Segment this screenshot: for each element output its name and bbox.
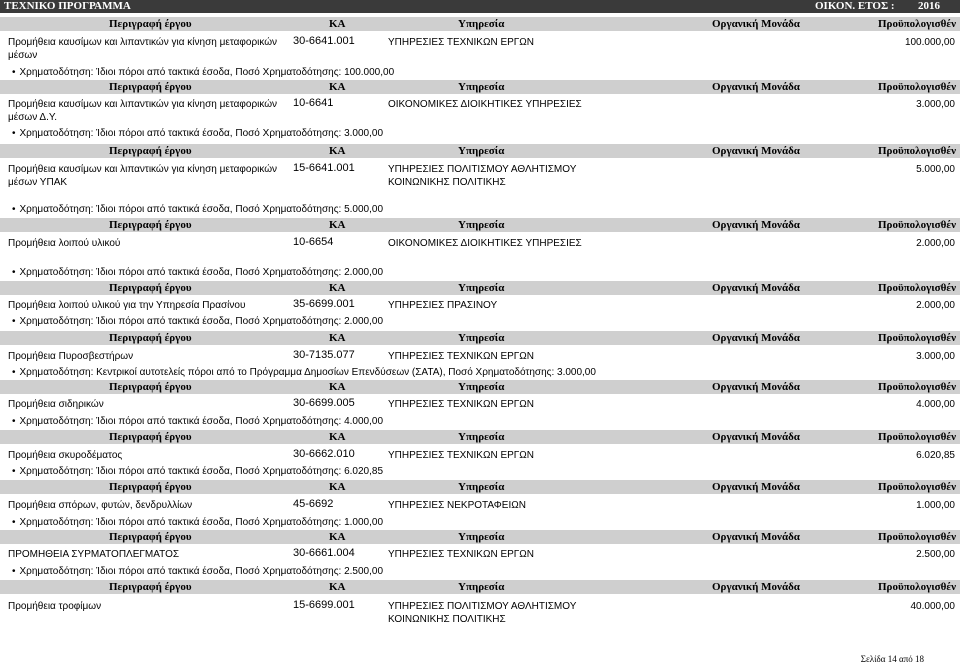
column-header-row xyxy=(0,17,960,31)
project-funding: • Χρηματοδότηση: Κεντρικοί αυτοτελείς πόροι από το Πρόγραμμα Δημοσίων Επενδύσεων (ΣΑΤΑ), Ποσό Χρηματοδότησης: 3.000,00 xyxy=(12,366,596,379)
header-service: Υπηρεσία xyxy=(458,219,505,231)
header-budget: Προϋπολογισθέν xyxy=(878,481,956,493)
header-budget: Προϋπολογισθέν xyxy=(878,332,956,344)
header-ka: ΚΑ xyxy=(329,18,346,30)
project-description: Προμήθεια Πυροσβεστήρων xyxy=(8,351,134,362)
column-header-row xyxy=(0,331,960,345)
header-budget: Προϋπολογισθέν xyxy=(878,381,956,393)
header-ka: ΚΑ xyxy=(329,219,346,231)
project-description: Προμήθεια σιδηρικών xyxy=(8,399,104,410)
project-funding: • Χρηματοδότηση: Ίδιοι πόροι από τακτικά έσοδα, Ποσό Χρηματοδότησης: 1.000,00 xyxy=(12,516,383,529)
project-description: Προμήθεια σπόρων, φυτών, δενδρυλλίων xyxy=(8,500,193,511)
project-budget: 40.000,00 xyxy=(910,601,955,612)
project-description: Προμήθεια καυσίμων και λιπαντικών για κίνηση μεταφορικών μέσων xyxy=(8,37,278,61)
header-ka: ΚΑ xyxy=(329,531,346,543)
header-budget: Προϋπολογισθέν xyxy=(878,145,956,157)
column-header-row xyxy=(0,530,960,544)
project-description: Προμήθεια καυσίμων και λιπαντικών για κίνηση μεταφορικών μέσων Δ.Υ. xyxy=(8,99,278,123)
header-service: Υπηρεσία xyxy=(458,581,505,593)
project-description: ΠΡΟΜΗΘΕΙΑ ΣΥΡΜΑΤΟΠΛΕΓΜΑΤΟΣ xyxy=(8,549,180,560)
header-unit: Οργανική Μονάδα xyxy=(712,81,800,93)
fiscal-year-value: 2016 xyxy=(918,0,940,12)
header-service: Υπηρεσία xyxy=(458,81,505,93)
project-service: ΟΙΚΟΝΟΜΙΚΕΣ ΔΙΟΙΚΗΤΙΚΕΣ ΥΠΗΡΕΣΙΕΣ xyxy=(388,99,582,110)
header-description: Περιγραφή έργου xyxy=(109,431,192,443)
header-budget: Προϋπολογισθέν xyxy=(878,219,956,231)
column-header-row xyxy=(0,281,960,295)
project-ka-code: 30-6641.001 xyxy=(293,35,355,47)
header-service: Υπηρεσία xyxy=(458,145,505,157)
header-service: Υπηρεσία xyxy=(458,531,505,543)
column-header-row xyxy=(0,580,960,594)
header-unit: Οργανική Μονάδα xyxy=(712,481,800,493)
project-service: ΥΠΗΡΕΣΙΕΣ ΝΕΚΡΟΤΑΦΕΙΩΝ xyxy=(388,500,526,511)
header-service: Υπηρεσία xyxy=(458,481,505,493)
header-description: Περιγραφή έργου xyxy=(109,18,192,30)
page-number: Σελίδα 14 από 18 xyxy=(860,654,924,664)
header-description: Περιγραφή έργου xyxy=(109,282,192,294)
project-service: ΥΠΗΡΕΣΙΕΣ ΠΟΛΙΤΙΣΜΟΥ ΑΘΛΗΤΙΣΜΟΥ ΚΟΙΝΩΝΙΚΗΣ ΠΟΛΙΤΙΚΗΣ xyxy=(388,164,577,188)
header-unit: Οργανική Μονάδα xyxy=(712,431,800,443)
project-funding: • Χρηματοδότηση: Ίδιοι πόροι από τακτικά έσοδα, Ποσό Χρηματοδότησης: 100.000,00 xyxy=(12,66,394,79)
project-service: ΥΠΗΡΕΣΙΕΣ ΤΕΧΝΙΚΩΝ ΕΡΓΩΝ xyxy=(388,37,535,48)
project-ka-code: 10-6641 xyxy=(293,97,334,109)
header-ka: ΚΑ xyxy=(329,332,346,344)
project-funding: • Χρηματοδότηση: Ίδιοι πόροι από τακτικά έσοδα, Ποσό Χρηματοδότησης: 5.000,00 xyxy=(12,203,383,216)
project-ka-code: 15-6641.001 xyxy=(293,162,355,174)
project-budget: 3.000,00 xyxy=(916,351,955,362)
header-service: Υπηρεσία xyxy=(458,18,505,30)
header-description: Περιγραφή έργου xyxy=(109,581,192,593)
header-service: Υπηρεσία xyxy=(458,282,505,294)
project-service: ΥΠΗΡΕΣΙΕΣ ΠΟΛΙΤΙΣΜΟΥ ΑΘΛΗΤΙΣΜΟΥ ΚΟΙΝΩΝΙΚΗΣ ΠΟΛΙΤΙΚΗΣ xyxy=(388,601,577,625)
column-header-row xyxy=(0,144,960,158)
header-description: Περιγραφή έργου xyxy=(109,481,192,493)
project-ka-code: 15-6699.001 xyxy=(293,599,355,611)
project-description: Προμήθεια σκυροδέματος xyxy=(8,450,123,461)
project-budget: 1.000,00 xyxy=(916,500,955,511)
project-funding: • Χρηματοδότηση: Ίδιοι πόροι από τακτικά έσοδα, Ποσό Χρηματοδότησης: 3.000,00 xyxy=(12,127,383,140)
header-service: Υπηρεσία xyxy=(458,381,505,393)
project-budget: 3.000,00 xyxy=(916,99,955,110)
project-service: ΥΠΗΡΕΣΙΕΣ ΤΕΧΝΙΚΩΝ ΕΡΓΩΝ xyxy=(388,549,535,560)
project-budget: 2.000,00 xyxy=(916,238,955,249)
fiscal-year-label: ΟΙΚΟΝ. ΕΤΟΣ : xyxy=(815,0,895,12)
header-budget: Προϋπολογισθέν xyxy=(878,531,956,543)
project-budget: 2.000,00 xyxy=(916,300,955,311)
project-funding: • Χρηματοδότηση: Ίδιοι πόροι από τακτικά έσοδα, Ποσό Χρηματοδότησης: 2.500,00 xyxy=(12,565,383,578)
project-funding: • Χρηματοδότηση: Ίδιοι πόροι από τακτικά έσοδα, Ποσό Χρηματοδότησης: 2.000,00 xyxy=(12,266,383,279)
header-service: Υπηρεσία xyxy=(458,431,505,443)
header-unit: Οργανική Μονάδα xyxy=(712,219,800,231)
top-bar xyxy=(0,0,960,13)
header-unit: Οργανική Μονάδα xyxy=(712,581,800,593)
header-ka: ΚΑ xyxy=(329,431,346,443)
project-ka-code: 30-6662.010 xyxy=(293,448,355,460)
header-budget: Προϋπολογισθέν xyxy=(878,18,956,30)
header-ka: ΚΑ xyxy=(329,81,346,93)
project-description: Προμήθεια καυσίμων και λιπαντικών για κίνηση μεταφορικών μέσων ΥΠΑΚ xyxy=(8,164,278,188)
project-funding: • Χρηματοδότηση: Ίδιοι πόροι από τακτικά έσοδα, Ποσό Χρηματοδότησης: 6.020,85 xyxy=(12,465,383,478)
project-funding: • Χρηματοδότηση: Ίδιοι πόροι από τακτικά έσοδα, Ποσό Χρηματοδότησης: 2.000,00 xyxy=(12,315,383,328)
header-ka: ΚΑ xyxy=(329,481,346,493)
header-service: Υπηρεσία xyxy=(458,332,505,344)
column-header-row xyxy=(0,380,960,394)
header-budget: Προϋπολογισθέν xyxy=(878,431,956,443)
project-ka-code: 30-6699.005 xyxy=(293,397,355,409)
project-budget: 2.500,00 xyxy=(916,549,955,560)
column-header-row xyxy=(0,430,960,444)
column-header-row xyxy=(0,80,960,94)
project-description: Προμήθεια λοιπού υλικού xyxy=(8,238,121,249)
project-service: ΥΠΗΡΕΣΙΕΣ ΠΡΑΣΙΝΟΥ xyxy=(388,300,498,311)
header-budget: Προϋπολογισθέν xyxy=(878,81,956,93)
report-title: ΤΕΧΝΙΚΟ ΠΡΟΓΡΑΜΜΑ xyxy=(4,0,131,12)
project-service: ΥΠΗΡΕΣΙΕΣ ΤΕΧΝΙΚΩΝ ΕΡΓΩΝ xyxy=(388,351,535,362)
project-budget: 6.020,85 xyxy=(916,450,955,461)
header-unit: Οργανική Μονάδα xyxy=(712,18,800,30)
header-ka: ΚΑ xyxy=(329,282,346,294)
project-service: ΥΠΗΡΕΣΙΕΣ ΤΕΧΝΙΚΩΝ ΕΡΓΩΝ xyxy=(388,450,535,461)
project-ka-code: 30-6661.004 xyxy=(293,547,355,559)
project-budget: 100.000,00 xyxy=(904,37,955,48)
project-description: Προμήθεια λοιπού υλικού για την Υπηρεσία Πρασίνου xyxy=(8,300,246,311)
header-description: Περιγραφή έργου xyxy=(109,332,192,344)
column-header-row xyxy=(0,480,960,494)
header-unit: Οργανική Μονάδα xyxy=(712,332,800,344)
project-ka-code: 45-6692 xyxy=(293,498,334,510)
header-unit: Οργανική Μονάδα xyxy=(712,531,800,543)
project-ka-code: 35-6699.001 xyxy=(293,298,355,310)
header-ka: ΚΑ xyxy=(329,145,346,157)
project-ka-code: 10-6654 xyxy=(293,236,334,248)
project-budget: 5.000,00 xyxy=(916,164,955,175)
column-header-row xyxy=(0,218,960,232)
project-service: ΟΙΚΟΝΟΜΙΚΕΣ ΔΙΟΙΚΗΤΙΚΕΣ ΥΠΗΡΕΣΙΕΣ xyxy=(388,238,582,249)
header-description: Περιγραφή έργου xyxy=(109,81,192,93)
header-unit: Οργανική Μονάδα xyxy=(712,145,800,157)
header-budget: Προϋπολογισθέν xyxy=(878,581,956,593)
header-description: Περιγραφή έργου xyxy=(109,219,192,231)
header-description: Περιγραφή έργου xyxy=(109,531,192,543)
project-description: Προμήθεια τροφίμων xyxy=(8,601,102,612)
header-budget: Προϋπολογισθέν xyxy=(878,282,956,294)
header-ka: ΚΑ xyxy=(329,581,346,593)
project-service: ΥΠΗΡΕΣΙΕΣ ΤΕΧΝΙΚΩΝ ΕΡΓΩΝ xyxy=(388,399,535,410)
header-unit: Οργανική Μονάδα xyxy=(712,381,800,393)
project-budget: 4.000,00 xyxy=(916,399,955,410)
project-funding: • Χρηματοδότηση: Ίδιοι πόροι από τακτικά έσοδα, Ποσό Χρηματοδότησης: 4.000,00 xyxy=(12,415,383,428)
header-description: Περιγραφή έργου xyxy=(109,381,192,393)
header-description: Περιγραφή έργου xyxy=(109,145,192,157)
header-unit: Οργανική Μονάδα xyxy=(712,282,800,294)
header-ka: ΚΑ xyxy=(329,381,346,393)
project-ka-code: 30-7135.077 xyxy=(293,349,355,361)
